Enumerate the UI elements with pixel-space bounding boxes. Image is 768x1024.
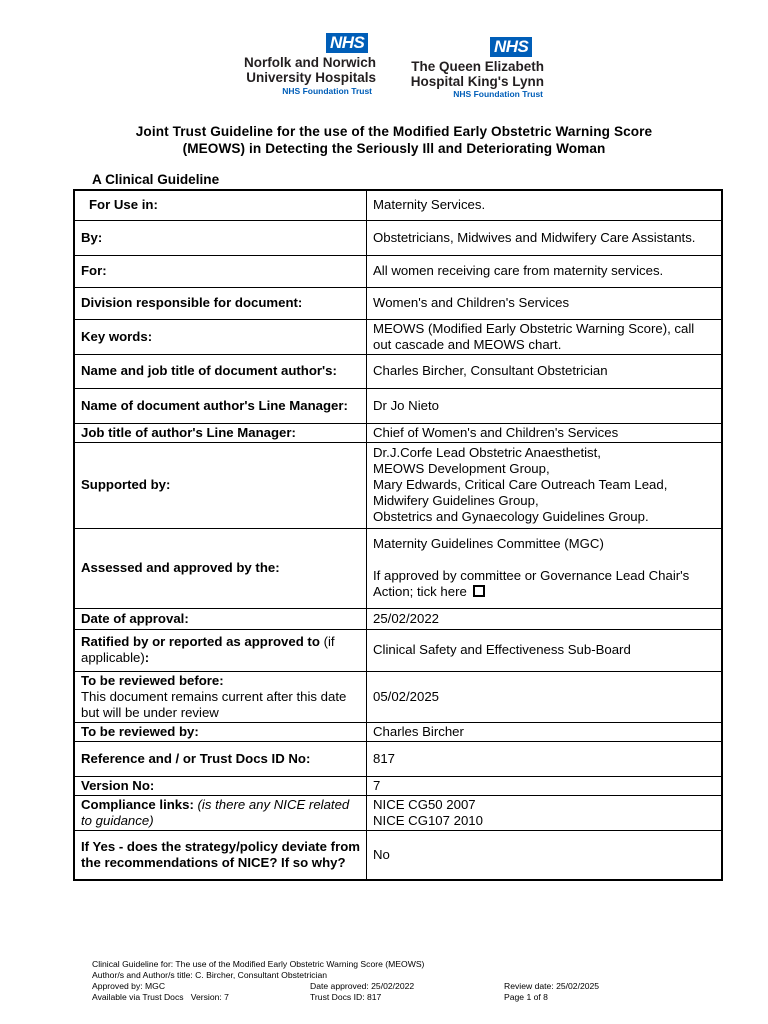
row-label: Division responsible for document: <box>74 287 367 319</box>
row-label: Supported by: <box>74 442 367 528</box>
document-subtitle: A Clinical Guideline <box>92 172 220 187</box>
row-label: Ratified by or reported as approved to (if applicable): <box>74 629 367 671</box>
row-value: No <box>367 830 723 880</box>
nnuh-trust: NHS Foundation Trust <box>282 86 372 96</box>
table-row <box>74 776 722 795</box>
table-row <box>74 319 722 354</box>
table-row <box>74 795 722 830</box>
row-value: 05/02/2025 <box>367 671 723 722</box>
row-label: For Use in: <box>74 190 367 220</box>
row-label: Job title of author's Line Manager: <box>74 423 367 442</box>
row-label: Version No: <box>74 776 367 795</box>
table-row <box>74 442 722 528</box>
row-value: Clinical Safety and Effectiveness Sub-Board <box>367 629 723 671</box>
row-label: Name and job title of document author's: <box>74 354 367 388</box>
table-row <box>74 608 722 629</box>
table-row <box>74 722 722 741</box>
nhs-badge: NHS <box>490 37 532 57</box>
row-value: MEOWS (Modified Early Obstetric Warning Score), call out cascade and MEOWS chart. <box>367 319 723 354</box>
table-row <box>74 671 722 722</box>
page-number: Page 1 of 8 <box>504 992 548 1002</box>
table-row <box>74 830 722 880</box>
row-value: 7 <box>367 776 723 795</box>
table-row <box>74 423 722 442</box>
nnuh-logo <box>240 33 380 95</box>
row-label: For: <box>74 255 367 287</box>
row-label: To be reviewed by: <box>74 722 367 741</box>
qeh-trust: NHS Foundation Trust <box>453 89 543 99</box>
row-label: Reference and / or Trust Docs ID No: <box>74 741 367 776</box>
nnuh-name: Norfolk and Norwich University Hospitals <box>243 55 376 85</box>
page-footer: Clinical Guideline for: The use of the Modified Early Obstetric Warning Score (MEOWS) Author/s and Author/s title: C. Bircher, Consultant Obstetrician Approved by: MGC Date approved: 25/02/2022 Review date: 25/02/2025 Available via Trust Docs Version: 7 Trust Docs ID: 817 Page 1 of 8 <box>92 959 600 1002</box>
table-row <box>74 354 722 388</box>
table-row <box>74 528 722 608</box>
row-label: Date of approval: <box>74 608 367 629</box>
row-value: Dr.J.Corfe Lead Obstetric Anaesthetist, MEOWS Development Group, Mary Edwards, Critical Care Outreach Team Lead, Midwifery Guidelines Group, Obstetrics and Gynaecology Guidelines Group. <box>367 442 723 528</box>
row-value: Charles Bircher <box>367 722 723 741</box>
table-row <box>74 287 722 319</box>
row-value: Maternity Services. <box>367 190 723 220</box>
row-value: Charles Bircher, Consultant Obstetrician <box>367 354 723 388</box>
guideline-info-table <box>73 189 723 881</box>
table-row <box>74 629 722 671</box>
row-label: If Yes - does the strategy/policy deviate from the recommendations of NICE? If so why? <box>74 830 367 880</box>
table-row <box>74 220 722 255</box>
table-row <box>74 741 722 776</box>
qeh-name: The Queen Elizabeth Hospital King's Lynn <box>410 59 544 89</box>
row-label: By: <box>74 220 367 255</box>
qeh-logo <box>400 37 550 99</box>
row-label: Assessed and approved by the: <box>74 528 367 608</box>
nhs-badge: NHS <box>326 33 368 53</box>
row-value: NICE CG50 2007 NICE CG107 2010 <box>367 795 723 830</box>
row-label: Compliance links: (is there any NICE related to guidance) <box>74 795 367 830</box>
row-value: Dr Jo Nieto <box>367 388 723 423</box>
table-row <box>74 255 722 287</box>
row-value: 25/02/2022 <box>367 608 723 629</box>
row-value: Obstetricians, Midwives and Midwifery Care Assistants. <box>367 220 723 255</box>
row-label: To be reviewed before: This document remains current after this date but will be under review <box>74 671 367 722</box>
table-row <box>74 388 722 423</box>
row-value: All women receiving care from maternity services. <box>367 255 723 287</box>
document-title: Joint Trust Guideline for the use of the Modified Early Obstetric Warning Score (MEOWS) in Detecting the Seriously Ill and Deteriorating Woman <box>135 124 653 156</box>
checkbox-icon <box>473 585 485 597</box>
table-row <box>74 190 722 220</box>
row-value: 817 <box>367 741 723 776</box>
row-label: Key words: <box>74 319 367 354</box>
row-value: Maternity Guidelines Committee (MGC) If approved by committee or Governance Lead Chair's Action; tick here <box>367 528 723 608</box>
row-value: Chief of Women's and Children's Services <box>367 423 723 442</box>
row-label: Name of document author's Line Manager: <box>74 388 367 423</box>
row-value: Women's and Children's Services <box>367 287 723 319</box>
